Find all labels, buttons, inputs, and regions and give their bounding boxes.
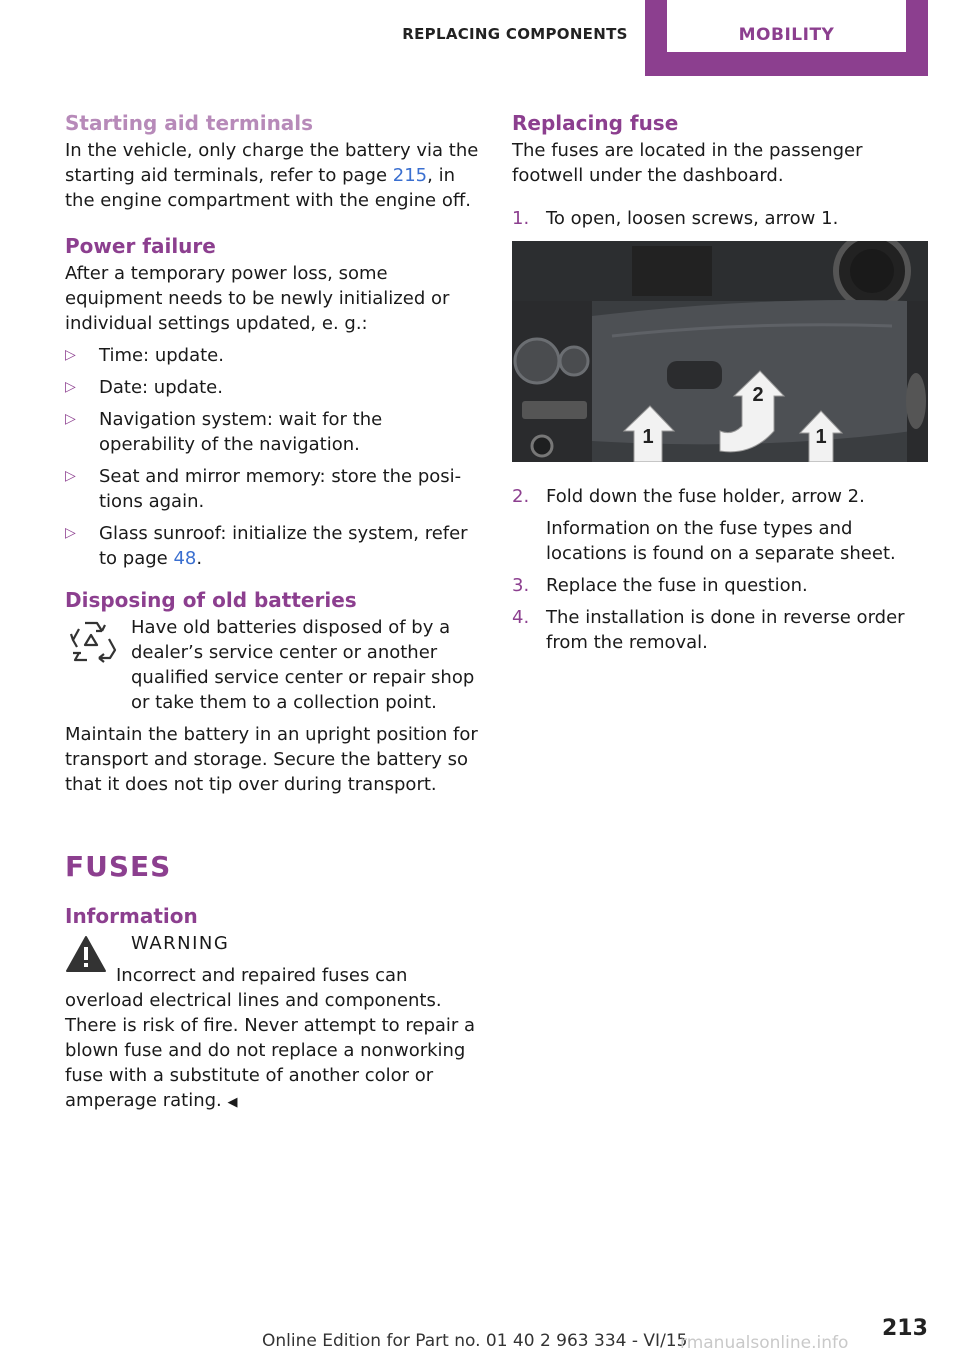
triangle-bullet-icon: ▷: [65, 411, 76, 427]
disposing-text-1: Have old batteries disposed of by a dealer’s service center or another qualified service center or repair shop or take them to a collection point.: [131, 617, 475, 713]
list-item: ▷ Seat and mirror memory: store the positions again.: [65, 466, 462, 512]
footer-edition: Online Edition for Part no. 01 40 2 963 334 - VI/15: [262, 1331, 688, 1351]
chapter-tab-label: MOBILITY: [667, 0, 906, 52]
triangle-bullet-icon: ▷: [65, 525, 76, 541]
triangle-bullet-icon: ▷: [65, 468, 76, 484]
heading-disposing-batteries: Disposing of old batteries: [65, 588, 357, 612]
dashboard-fuse-photo: [512, 241, 928, 462]
heading-power-failure: Power failure: [65, 234, 216, 258]
list-item: ▷ Glass sunroof: initialize the system, refer to page 48.: [65, 523, 468, 569]
warning-text: Incorrect and repaired fuses can overload electrical lines and components. There is risk of fire. Never attempt to repair a blown fuse and do not replace a nonworking fuse with a substitute of another color or amperage rating. ◀: [65, 965, 476, 1111]
list-item: ▷ Time: update.: [65, 345, 224, 366]
steps-list-2: [512, 484, 930, 655]
warning-note: [65, 931, 480, 956]
running-header-section: REPLACING COMPONENTS: [402, 25, 628, 43]
warning-label: WARNING: [131, 933, 230, 954]
heading-replacing-fuse: Replacing fuse: [512, 111, 679, 135]
warning-icon: [65, 935, 107, 973]
recycling-note: [65, 615, 480, 715]
power-failure-list: [65, 343, 480, 571]
power-failure-text: After a temporary power loss, some equipment needs to be newly initialized or individual settings updated, e. g.:: [65, 263, 450, 334]
list-item: 3. Replace the fuse in question.: [512, 575, 808, 596]
photo-label-arrow-1-right: 1: [815, 426, 827, 448]
triangle-bullet-icon: ▷: [65, 347, 76, 363]
list-item: 1. To open, loosen screws, arrow 1.: [512, 208, 839, 229]
triangle-bullet-icon: ▷: [65, 379, 76, 395]
recycle-icon: [65, 617, 117, 667]
list-item: ▷ Navigation system: wait for the operability of the navigation.: [65, 409, 383, 455]
heading-information: Information: [65, 904, 198, 928]
steps-list-1: [512, 206, 930, 231]
heading-fuses: FUSES: [65, 850, 172, 883]
left-column: [65, 108, 480, 1115]
chapter-tab: [645, 0, 928, 76]
right-column: [512, 108, 930, 662]
list-item: ▷ Date: update.: [65, 377, 223, 398]
list-item: 4. The installation is done in reverse order from the removal.: [512, 607, 905, 653]
page-link-48[interactable]: 48: [173, 548, 197, 569]
page-link-215[interactable]: 215: [392, 165, 428, 186]
photo-label-arrow-1-left: 1: [642, 426, 654, 448]
watermark: rmanualsonline.info: [680, 1333, 849, 1353]
starting-aid-text: In the vehicle, only charge the battery via the starting aid terminals, refer to page 215, in the engine compartment with the engine off.: [65, 140, 479, 211]
end-mark-icon: ◀: [227, 1095, 238, 1110]
disposing-text-2: Maintain the battery in an upright position for transport and storage. Secure the battery so that it does not tip over during transport.: [65, 724, 478, 795]
photo-label-arrow-2: 2: [752, 384, 764, 406]
list-item: 2. Fold down the fuse holder, arrow 2. Information on the fuse types and locations is found on a separate sheet.: [512, 486, 896, 564]
page-number: 213: [882, 1316, 928, 1341]
step-2-note: Information on the fuse types and locations is found on a separate sheet.: [546, 518, 896, 564]
heading-starting-aid: Starting aid terminals: [65, 111, 314, 135]
replacing-fuse-intro: The fuses are located in the passenger footwell under the dashboard.: [512, 140, 863, 186]
